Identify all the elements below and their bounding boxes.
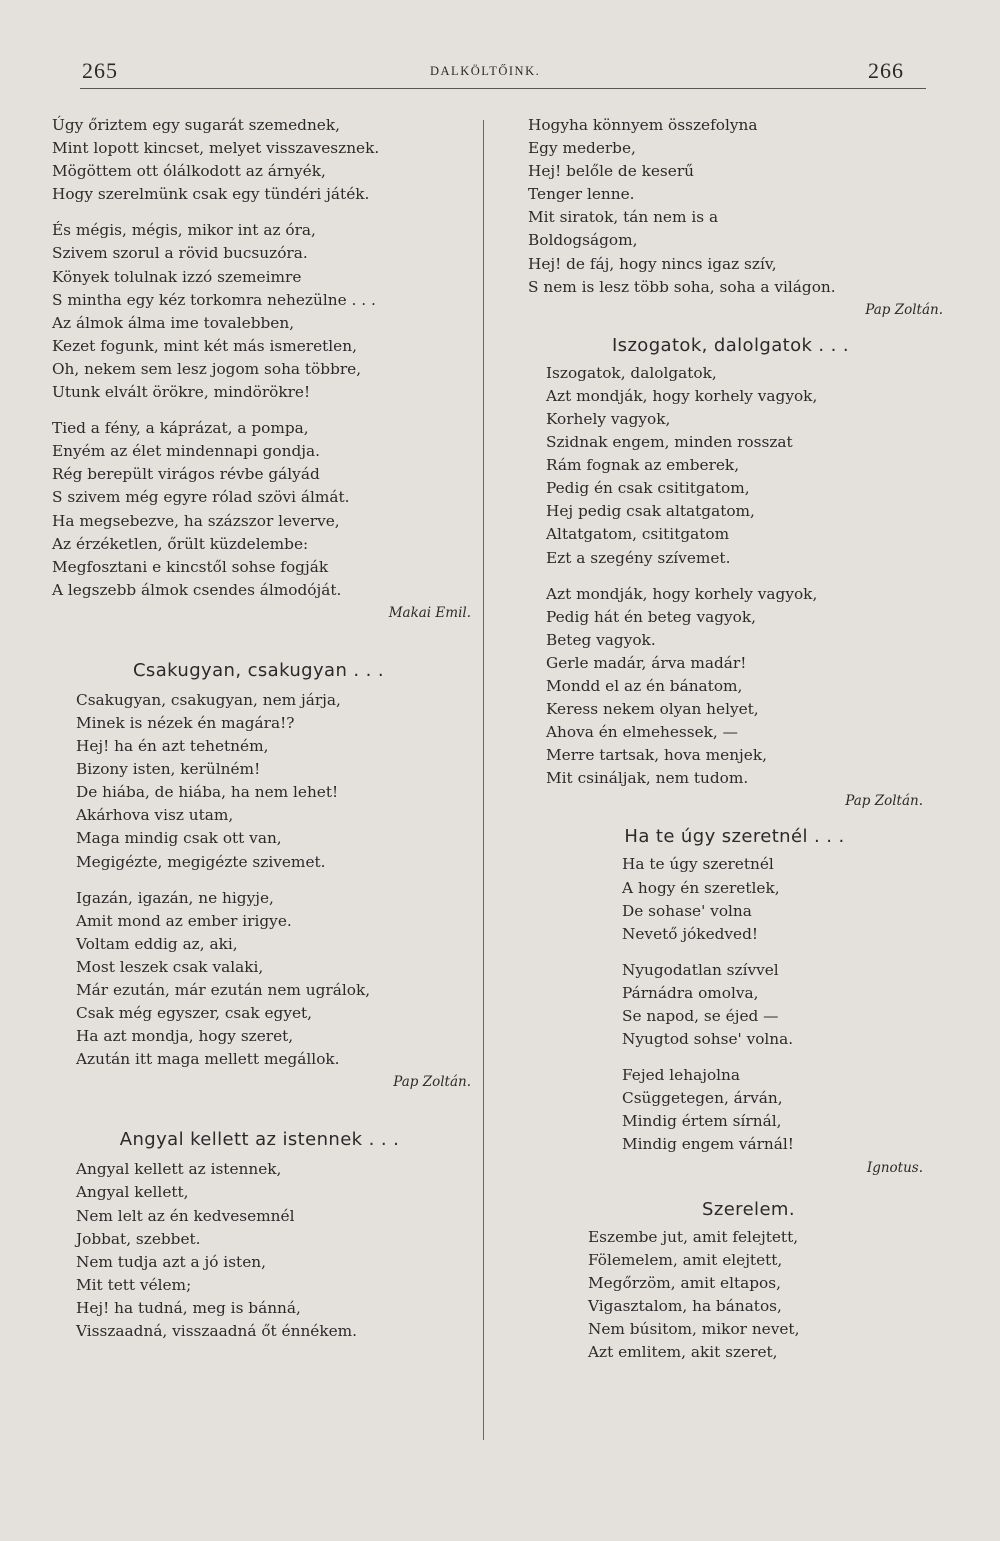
poem-line: Mögöttem ott ólálkodott az árnyék,	[52, 162, 326, 181]
poem-line: Hej pedig csak altatgatom,	[546, 502, 755, 521]
poem-line: Nevető jókedved!	[622, 924, 759, 943]
poem-line: Igazán, igazán, ne higyje,	[76, 888, 274, 907]
poem-line: Minek is nézek én magára!?	[76, 713, 295, 732]
stanza	[52, 887, 477, 1072]
poem-line: Angyal kellett az istennek,	[76, 1160, 282, 1179]
stanza	[528, 959, 933, 1051]
poem-title: Iszogatok, dalolgatok . . .	[611, 334, 850, 356]
poem-line: Nyugodatlan szívvel	[622, 960, 779, 979]
stanza	[528, 1064, 933, 1156]
poem-title: Ha te úgy szeretnél . . .	[624, 826, 845, 848]
poem-line: Mit siratok, tán nem is a	[528, 208, 719, 227]
column-divider	[483, 120, 484, 1440]
poem-line: Megfosztani e kincstől sohse fogják	[52, 557, 329, 576]
poem-line: Pedig hát én beteg vagyok,	[546, 607, 756, 626]
poem-line: Nyugtod sohse' volna.	[622, 1030, 794, 1049]
poem-line: Azt emlitem, akit szeret,	[588, 1343, 778, 1362]
poem-line: S szivem még egyre rólad szövi álmát.	[52, 488, 350, 507]
poem-line: Rám fognak az emberek,	[546, 456, 740, 475]
poem	[528, 826, 933, 1178]
poem-line: Oh, nekem sem lesz jogom soha többre,	[52, 359, 362, 378]
poem-line: Visszaadná, visszaadná őt énnékem.	[76, 1322, 358, 1341]
poem-line: Beteg vagyok.	[546, 630, 656, 649]
poem-line: Fejed lehajolna	[622, 1066, 741, 1085]
poem-line: Csüggetegen, árván,	[622, 1089, 783, 1108]
poem-line: Kezet fogunk, mint két más ismeretlen,	[52, 336, 357, 355]
poem-author: Makai Emil.	[388, 604, 471, 621]
left-column	[52, 114, 477, 1343]
poem-line: A hogy én szeretlek,	[622, 878, 780, 897]
poem-line: Tied a fény, a káprázat, a pompa,	[52, 419, 309, 438]
poem-line: Gerle madár, árva madár!	[546, 653, 747, 672]
poem-line: Merre tartsak, hova menjek,	[546, 746, 767, 765]
header-rule	[80, 88, 926, 89]
poem-author: Pap Zoltán.	[393, 1074, 471, 1091]
poem-line: A legszebb álmok csendes álmodóját.	[52, 580, 342, 599]
running-title: DALKÖLTŐINK.	[430, 64, 541, 78]
poem-line: Tenger lenne.	[528, 185, 635, 204]
poem-line: Azután itt maga mellett megállok.	[76, 1050, 340, 1069]
poem-line: S nem is lesz több soha, soha a világon.	[528, 277, 836, 296]
poem-line: Boldogságom,	[528, 231, 638, 250]
poem-line: Nem lelt az én kedvesemnél	[76, 1206, 295, 1225]
poem-title: Szerelem.	[702, 1198, 795, 1220]
stanza	[52, 417, 477, 602]
poem	[528, 335, 933, 813]
poem-line: De sohase' volna	[622, 901, 752, 920]
poem-line: Megőrzöm, amit eltapos,	[588, 1273, 781, 1292]
poem-author: Ignotus.	[866, 1159, 923, 1176]
poem-line: Nem búsitom, mikor nevet,	[588, 1319, 800, 1338]
stanza	[52, 689, 477, 874]
poem-line: És mégis, mégis, mikor int az óra,	[52, 221, 316, 240]
poem-line: Iszogatok, dalolgatok,	[546, 363, 717, 382]
poem-author: Pap Zoltán.	[865, 301, 943, 318]
poem-line: Enyém az élet mindennapi gondja.	[52, 442, 320, 461]
poem-line: Az álmok álma ime tovalebben,	[52, 313, 295, 332]
stanza	[528, 1226, 933, 1365]
poem-line: Párnádra omolva,	[622, 983, 759, 1002]
stanza	[52, 114, 477, 206]
poem-line: Már ezután, már ezután nem ugrálok,	[76, 981, 371, 999]
poem-line: Csak még egyszer, csak egyet,	[76, 1004, 313, 1023]
poem-line: Szidnak engem, minden rosszat	[546, 433, 793, 452]
poem-line: Angyal kellett,	[76, 1183, 189, 1202]
stanza	[528, 853, 933, 945]
poem-line: Ezt a szegény szívemet.	[546, 548, 731, 567]
poem-line: Azt mondják, hogy korhely vagyok,	[546, 584, 818, 603]
poem-title: Angyal kellett az istennek . . .	[119, 1129, 400, 1151]
right-column	[528, 114, 943, 1364]
poem-line: Eszembe jut, amit felejtett,	[588, 1227, 799, 1246]
poem-line: S mintha egy kéz torkomra nehezülne . . .	[52, 290, 376, 309]
page-number-left: 265	[82, 58, 118, 83]
poem-line: Hej! belőle de keserű	[528, 162, 694, 181]
stanza	[528, 583, 933, 791]
poem-line: Jobbat, szebbet.	[76, 1229, 201, 1248]
stanza	[528, 114, 933, 299]
poem-line: Ahova én elmehessek, —	[546, 723, 738, 742]
poem-line: Voltam eddig az, aki,	[76, 934, 238, 953]
poem-line: Hej! ha én azt tehetném,	[76, 737, 269, 756]
stanza	[52, 1158, 477, 1343]
poem-line: Mit csináljak, nem tudom.	[546, 769, 749, 788]
poem	[52, 660, 477, 1094]
poem-line: Egy mederbe,	[528, 139, 636, 158]
poem-author: Pap Zoltán.	[845, 793, 923, 810]
poem-line: Korhely vagyok,	[546, 409, 671, 428]
poem-line: Rég berepült virágos révbe gályád	[52, 465, 320, 484]
poem-line: De hiába, de hiába, ha nem lehet!	[76, 783, 339, 802]
poem-line: Mindig értem sírnál,	[622, 1112, 782, 1131]
poem-line: Könyek tolulnak izzó szemeimre	[52, 267, 302, 286]
poem-line: Ha azt mondja, hogy szeret,	[76, 1027, 294, 1046]
poem	[52, 114, 477, 624]
poem-line: Mit tett vélem;	[76, 1275, 192, 1294]
poem-line: Ha megsebezve, ha százszor leverve,	[52, 511, 340, 530]
poem-line: Maga mindig csak ott van,	[76, 829, 282, 848]
poem-line: Megigézte, megigézte szivemet.	[76, 852, 326, 871]
poem-line: Amit mond az ember irigye.	[76, 911, 292, 930]
poem-line: Altatgatom, csititgatom	[546, 525, 730, 544]
poem-line: Az érzéketlen, őrült küzdelembe:	[52, 534, 309, 553]
poem-line: Vigasztalom, ha bánatos,	[588, 1296, 782, 1315]
poem-line: Hogyha könnyem összefolyna	[528, 116, 758, 134]
poem-line: Úgy őriztem egy sugarát szemednek,	[52, 116, 340, 134]
poem-line: Csakugyan, csakugyan, nem járja,	[76, 690, 341, 709]
poem-line: Bizony isten, kerülném!	[76, 760, 261, 779]
poem-line: Most leszek csak valaki,	[76, 957, 264, 976]
poem-line: Szivem szorul a rövid bucsuzóra.	[52, 244, 308, 263]
poem-line: Mint lopott kincset, melyet visszavesznek.	[52, 139, 380, 158]
poem-line: Nem tudja azt a jó isten,	[76, 1252, 266, 1271]
poem-line: Hej! de fáj, hogy nincs igaz szív,	[528, 254, 777, 273]
stanza	[52, 219, 477, 404]
poem-line: Azt mondják, hogy korhely vagyok,	[546, 386, 818, 405]
poem-line: Ha te úgy szeretnél	[622, 855, 774, 874]
poem-line: Utunk elvált örökre, mindörökre!	[52, 383, 311, 402]
poem-line: Hogy szerelmünk csak egy tündéri játék.	[52, 185, 370, 204]
stanza	[528, 362, 933, 570]
poem-line: Fölemelem, amit elejtett,	[588, 1250, 783, 1269]
poem-line: Keress nekem olyan helyet,	[546, 700, 759, 719]
poem-line: Mindig engem várnál!	[622, 1135, 794, 1154]
poem-line: Hej! ha tudná, meg is bánná,	[76, 1298, 301, 1317]
poem	[528, 114, 943, 321]
poem-line: Akárhova visz utam,	[76, 806, 234, 825]
page-number-right: 266	[868, 58, 904, 83]
poem-line: Mondd el az én bánatom,	[546, 676, 743, 695]
poem-line: Se napod, se éjed —	[622, 1007, 779, 1025]
poem-line: Pedig én csak csititgatom,	[546, 479, 750, 498]
poem	[52, 1129, 477, 1343]
poem-title: Csakugyan, csakugyan . . .	[132, 659, 385, 681]
poem	[528, 1199, 933, 1365]
